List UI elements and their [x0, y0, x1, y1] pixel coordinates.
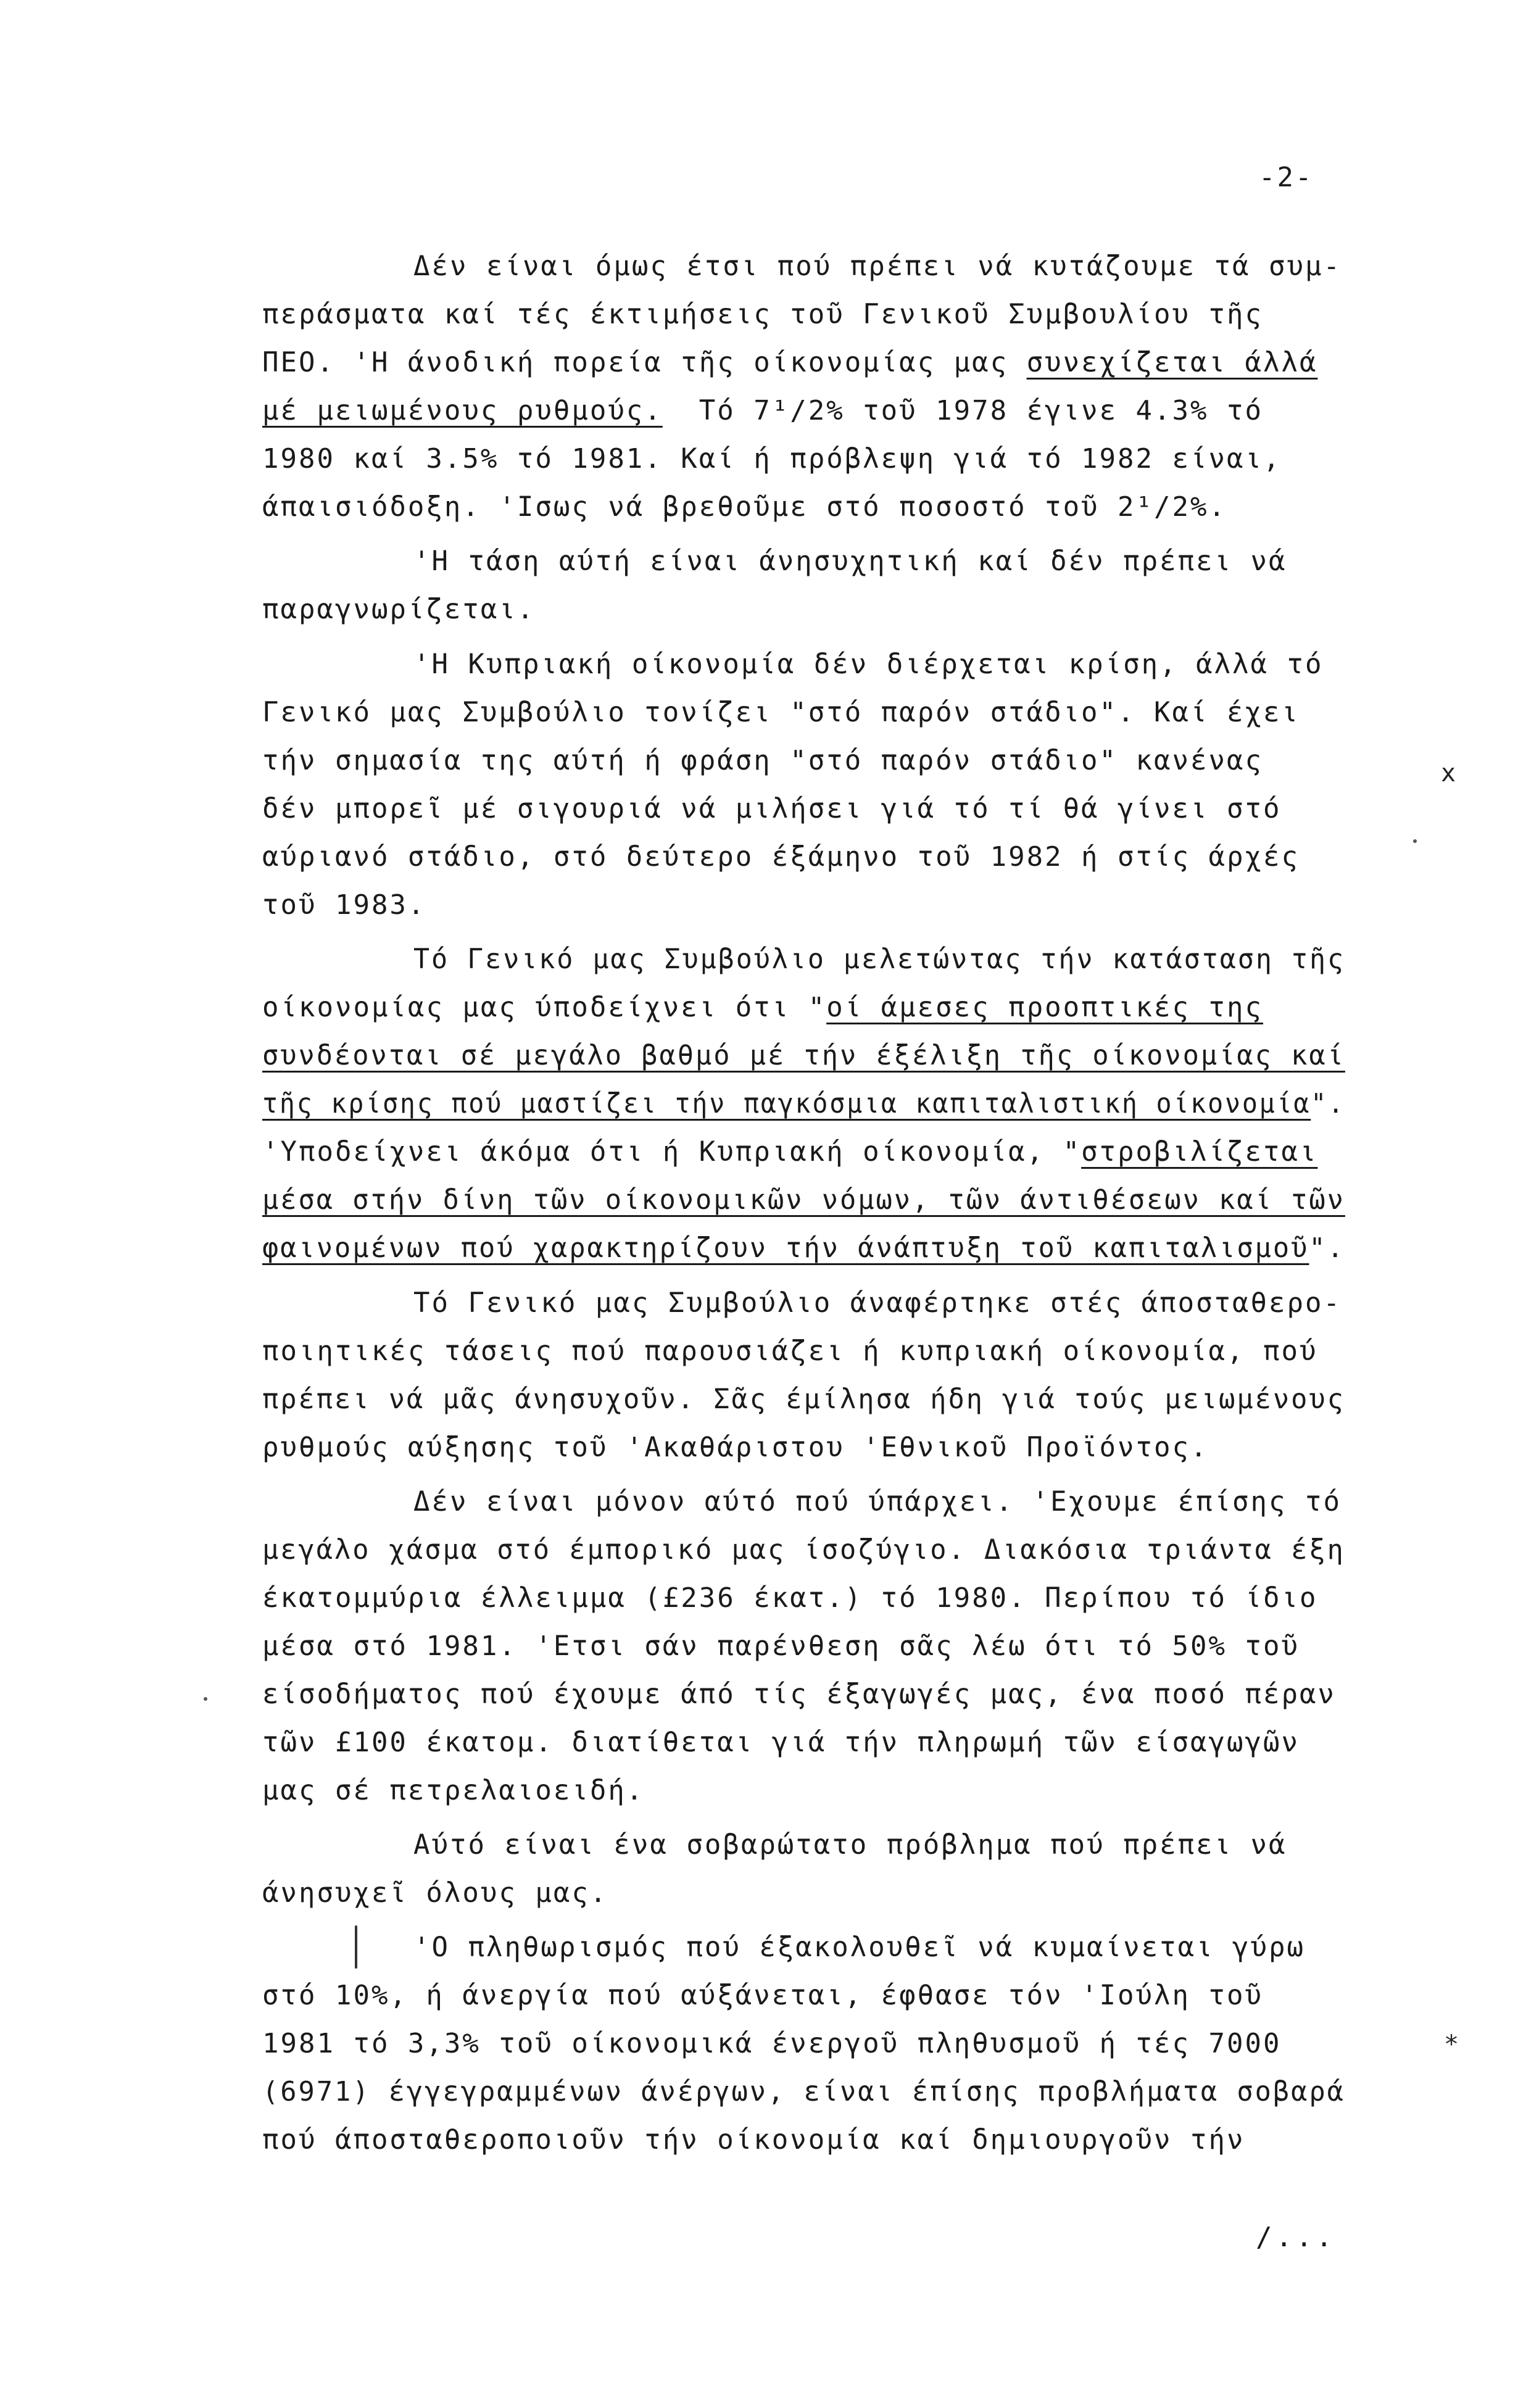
text-line [262, 1777, 644, 1804]
text-line [413, 548, 1287, 575]
text-line [262, 1184, 1345, 1216]
text-segment: 1980 καί 3.5% τό 1981. Καί ή πρόβλεψη γιά τό 1982 είναι, [262, 443, 1282, 475]
text-segment: είσοδήματος πού έχουμε άπό τίς έξαγωγές μας, ένα ποσό πέραν [262, 1679, 1336, 1710]
text-line [413, 1287, 1342, 1319]
text-segment: περάσματα καί τές έκτιμήσεις τοῦ Γενικοῦ Συμβουλίου τῆς [262, 299, 1263, 330]
text-segment: πού άποσταθεροποιοῦν τήν οίκονομία καί δημιουργοῦν τήν [262, 2124, 1245, 2156]
text-line [413, 253, 1342, 280]
text-segment: έκατομμύρια έλλειμμα (£236 έκατ.) τό 1980. Περίπου τό ίδιο [262, 1582, 1318, 1614]
text-segment: Αύτό είναι ένα σοβαρώτατο πρόβλημα πού πρέπει νά [413, 1829, 1287, 1861]
text-line [262, 1386, 1345, 1413]
text-line [262, 301, 1263, 328]
text-segment: οίκονομίας μας ύποδείχνει ότι " [262, 992, 827, 1023]
text-segment: μεγάλο χάσμα στό έμπορικό μας ίσοζύγιο. Διακόσια τριάντα έξη [262, 1534, 1345, 1566]
text-segment: 'Υποδείχνει άκόμα ότι ή Κυπριακή οίκονομία, " [262, 1136, 1082, 1168]
text-segment: Δέν είναι όμως έτσι πού πρέπει νά κυτάζουμε τά συμ- [413, 251, 1342, 282]
text-line [262, 491, 1227, 523]
text-line [413, 1488, 1342, 1516]
text-line [262, 994, 1263, 1021]
text-segment: πρέπει νά μᾶς άνησυχοῦν. Σᾶς έμίλησα ήδη γιά τούς μειωμένους [262, 1384, 1345, 1415]
text-segment: άνησυχεῖ όλους μας. [262, 1877, 608, 1909]
text-segment: Τό 7¹/2% τοῦ 1978 έγινε 4.3% τό [662, 395, 1263, 426]
text-segment: ποιητικές τάσεις πού παρουσιάζει ή κυπριακή οίκονομία, πού [262, 1335, 1318, 1367]
text-line [262, 1982, 1263, 2009]
text-segment: 1981 τό 3,3% τοῦ οίκονομικά ένεργοῦ πληθυσμοῦ ή τές 7000 [262, 2028, 1282, 2059]
text-line [262, 1042, 1345, 1069]
text-line [262, 889, 426, 921]
underlined-text-segment: συνδέονται σέ μεγάλο βαθμό μέ τήν έξέλιξη τῆς οίκονομίας καί [262, 1040, 1345, 1071]
text-line [262, 1630, 1300, 1662]
margin-bracket [355, 1925, 357, 1969]
text-segment: Γενικό μας Συμβούλιο τονίζει "στό παρόν στάδιο". Καί έχει [262, 697, 1300, 728]
text-segment: τοῦ 1983. [262, 889, 426, 921]
underlined-text-segment: οί άμεσες προοπτικές της [826, 992, 1263, 1023]
text-segment: αύριανό στάδιο, στό δεύτερο έξάμηνο τοῦ 1982 ή στίς άρχές [262, 841, 1300, 873]
text-segment: δέν μπορεῖ μέ σιγουριά νά μιλήσει γιά τό τί θά γίνει στό [262, 793, 1282, 824]
text-segment: ΠΕΟ. 'Η άνοδική πορεία τῆς οίκονομίας μας [262, 347, 1027, 378]
text-segment: 'Ο πληθωρισμός πού έξακολουθεῖ νά κυμαίνεται γύρω [413, 1932, 1306, 1963]
underlined-text-segment: μέ μειωμένους ρυθμούς. [262, 395, 663, 426]
text-segment: τῶν £100 έκατομ. διατίθεται γιά τήν πληρωμή τῶν είσαγωγῶν [262, 1727, 1300, 1758]
text-line [262, 1534, 1345, 1566]
underlined-text-segment: μέσα στήν δίνη τῶν οίκονομικῶν νόμων, τῶν άντιθέσεων καί τῶν [262, 1184, 1345, 1216]
text-segment: 'Η Κυπριακή οίκονομία δέν διέρχεται κρίση, άλλά τό [413, 649, 1324, 680]
text-line [413, 651, 1324, 678]
underlined-text-segment: τῆς κρίσης πού μαστίζει τήν παγκόσμια καπιταλιστική οίκονομία [262, 1088, 1311, 1119]
text-segment: τήν σημασία της αύτή ή φράση "στό παρόν στάδιο" κανένας [262, 745, 1263, 776]
text-line [262, 397, 1263, 425]
text-segment: (6971) έγγεγραμμένων άνέργων, είναι έπίσης προβλήματα σοβαρά [262, 2076, 1345, 2107]
page-number: -2- [1259, 162, 1314, 193]
margin-star-mark: * [1444, 2030, 1459, 2059]
text-line [262, 2124, 1245, 2156]
margin-cross-mark: x [1441, 759, 1456, 787]
text-segment: άπαισιόδοξη. 'Ισως νά βρεθοῦμε στό ποσοστό τοῦ 2¹/2%. [262, 491, 1227, 523]
continuation-mark: /... [1256, 2222, 1336, 2253]
text-segment: Τό Γενικό μας Συμβούλιο μελετώντας τήν κατάσταση τῆς [413, 944, 1346, 975]
underlined-text-segment: συνεχίζεται άλλά [1026, 347, 1318, 378]
text-line [262, 2078, 1345, 2106]
text-line [262, 1090, 1345, 1118]
text-segment: Δέν είναι μόνον αύτό πού ύπάρχει. 'Εχουμε έπίσης τό [413, 1486, 1342, 1517]
text-line [262, 747, 1263, 774]
text-line [262, 349, 1317, 376]
text-line [262, 795, 1281, 823]
text-line [413, 1934, 1305, 1961]
ink-speck [1413, 839, 1417, 843]
text-line [262, 841, 1300, 873]
text-segment: ". [1309, 1232, 1345, 1264]
text-line [413, 946, 1345, 973]
text-segment: παραγνωρίζεται. [262, 594, 536, 625]
text-segment: 'Η τάση αύτή είναι άνησυχητική καί δέν πρέπει νά [413, 546, 1287, 577]
text-line [262, 443, 1282, 475]
text-line [413, 1829, 1287, 1861]
text-segment: ". [1311, 1088, 1345, 1119]
text-segment: ρυθμούς αύξησης τοῦ 'Ακαθάριστου 'Εθνικοῦ Προϊόντος. [262, 1432, 1209, 1463]
text-segment: μέσα στό 1981. 'Ετσι σάν παρένθεση σᾶς λέω ότι τό 50% τοῦ [262, 1630, 1300, 1662]
text-line [262, 699, 1300, 726]
ink-speck [204, 1697, 207, 1701]
text-line [262, 1877, 608, 1909]
text-line [262, 596, 535, 623]
text-segment: μας σέ πετρελαιοειδή. [262, 1775, 645, 1806]
text-segment: Τό Γενικό μας Συμβούλιο άναφέρτηκε στές άποσταθερο- [413, 1287, 1342, 1319]
text-line [262, 1335, 1318, 1367]
text-line [262, 1136, 1318, 1168]
text-line [262, 1434, 1209, 1461]
text-line [262, 1232, 1345, 1264]
text-line [262, 1681, 1336, 1708]
underlined-text-segment: φαινομένων πού χαρακτηρίζουν τήν άνάπτυξη τοῦ καπιταλισμοῦ [262, 1232, 1309, 1264]
text-line [262, 1582, 1318, 1614]
text-line [262, 2030, 1281, 2057]
text-line [262, 1729, 1300, 1756]
text-segment: στό 10%, ή άνεργία πού αύξάνεται, έφθασε τόν 'Ιούλη τοῦ [262, 1980, 1263, 2011]
underlined-text-segment: στροβιλίζεται [1081, 1136, 1318, 1168]
